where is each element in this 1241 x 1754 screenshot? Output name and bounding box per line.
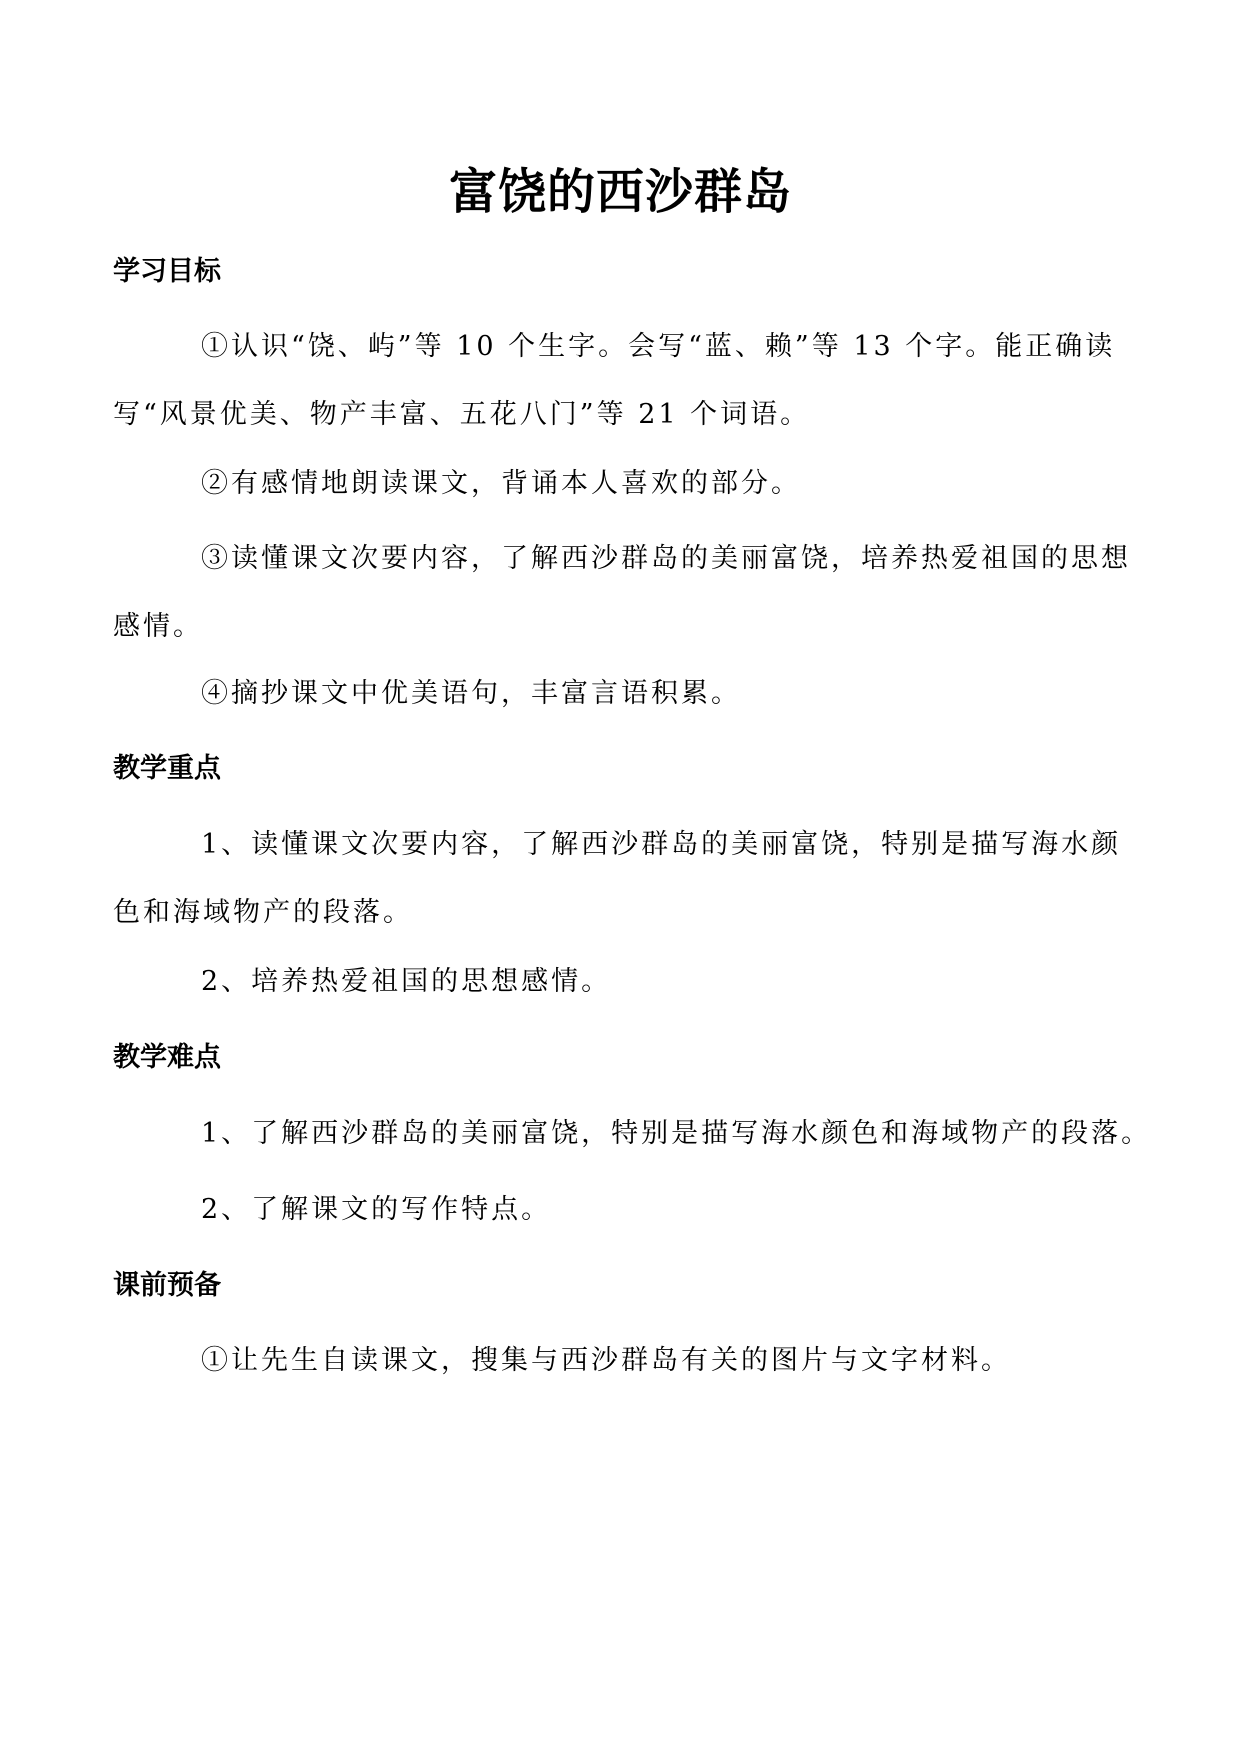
objective-item-3: [113, 541, 1129, 645]
objective-item-1-line-1: ①认识“饶、屿”等 10 个生字。会写“蓝、赖”等 13 个字。能正确读: [201, 331, 1116, 362]
objective-item-2-text: ②有感情地朗读课文，背诵本人喜欢的部分。: [201, 468, 801, 499]
key-point-item-2: [113, 964, 1129, 1000]
objective-item-1: [113, 329, 1129, 433]
key-point-item-1-line-1: 1、读懂课文次要内容，了解西沙群岛的美丽富饶，特别是描写海水颜: [201, 829, 1122, 860]
objective-item-4: [113, 676, 1129, 712]
key-point-item-1: [113, 827, 1129, 931]
difficulty-item-2-text: 2、了解课文的写作特点。: [201, 1194, 552, 1225]
key-point-item-2-text: 2、培养热爱祖国的思想感情。: [201, 966, 612, 997]
section-heading-difficulties: 教学难点: [113, 1042, 221, 1073]
objective-item-1-line-2: 写“风景优美、物产丰富、五花八门”等 21 个词语。: [113, 399, 811, 430]
document-title: 富饶的西沙群岛: [448, 164, 792, 220]
objective-item-3-line-1: ③读懂课文次要内容，了解西沙群岛的美丽富饶，培养热爱祖国的思想: [201, 543, 1131, 574]
key-point-item-1-line-2: 色和海域物产的段落。: [113, 897, 413, 928]
objective-item-4-text: ④摘抄课文中优美语句，丰富言语积累。: [201, 678, 741, 709]
preparation-item-1: [113, 1343, 1129, 1379]
section-heading-key-points: 教学重点: [113, 753, 221, 784]
preparation-item-1-text: ①让先生自读课文，搜集与西沙群岛有关的图片与文字材料。: [201, 1345, 1011, 1376]
section-heading-preparation: 课前预备: [113, 1270, 221, 1301]
section-heading-objectives: 学习目标: [113, 256, 221, 287]
objective-item-2: [113, 466, 1129, 502]
objective-item-3-line-2: 感情。: [113, 611, 203, 642]
difficulty-item-1: [113, 1116, 1152, 1152]
difficulty-item-2: [113, 1192, 1129, 1228]
difficulty-item-1-text: 1、了解西沙群岛的美丽富饶，特别是描写海水颜色和海域物产的段落。: [201, 1118, 1152, 1149]
